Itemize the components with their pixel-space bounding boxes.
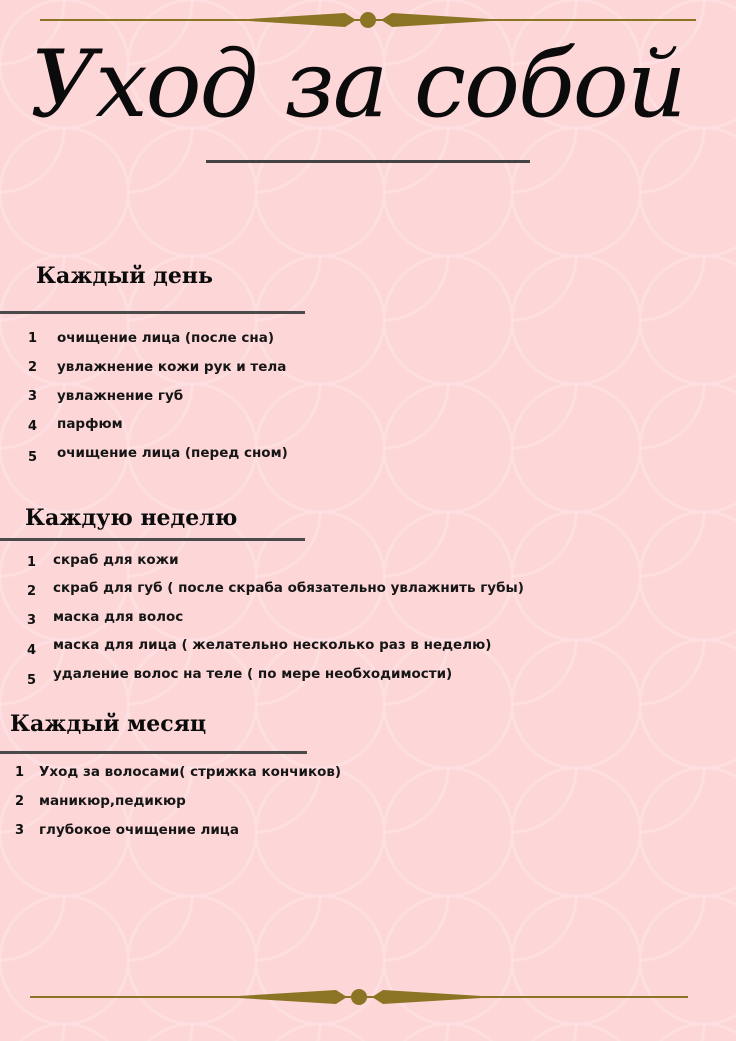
list-item: скраб для губ ( после скраба обязательно увлажнить губы)	[53, 580, 524, 596]
list-number: 2	[15, 794, 25, 809]
section-heading-monthly: Каждый месяц	[10, 711, 207, 737]
page-title: Уход за собой	[30, 30, 685, 138]
list-item: очищение лица (перед сном)	[57, 445, 288, 461]
section-rule-monthly	[0, 751, 307, 754]
list-item: глубокое очищение лица	[39, 822, 239, 838]
list-item: скраб для кожи	[53, 552, 179, 568]
list-number: 2	[27, 584, 37, 599]
list-item: парфюм	[57, 416, 123, 432]
list-item: увлажнение губ	[57, 388, 184, 404]
list-number: 1	[28, 331, 38, 346]
list-number: 4	[27, 643, 37, 658]
list-number: 3	[27, 613, 37, 628]
list-item: очищение лица (после сна)	[57, 330, 275, 346]
top-divider-ornament	[0, 8, 736, 32]
list-number: 1	[15, 765, 25, 780]
list-number: 2	[28, 360, 38, 375]
list-number: 3	[15, 823, 25, 838]
list-number: 4	[28, 419, 38, 434]
list-number: 5	[28, 450, 38, 465]
title-underline	[206, 160, 530, 163]
list-item: увлажнение кожи рук и тела	[57, 359, 287, 375]
list-number: 3	[28, 389, 38, 404]
section-heading-daily: Каждый день	[36, 263, 213, 289]
list-item: маска для волос	[53, 609, 184, 625]
list-number: 1	[27, 555, 37, 570]
list-item: маникюр,педикюр	[39, 793, 186, 809]
section-rule-daily	[0, 311, 305, 314]
section-rule-weekly	[0, 538, 305, 541]
section-heading-weekly: Каждую неделю	[25, 505, 238, 531]
list-item: Уход за волосами( стрижка кончиков)	[39, 764, 342, 780]
list-item: удаление волос на теле ( по мере необходимости)	[53, 666, 453, 682]
list-number: 5	[27, 673, 37, 688]
list-item: маска для лица ( желательно несколько раз в неделю)	[53, 637, 492, 653]
bottom-divider-ornament	[0, 985, 736, 1009]
